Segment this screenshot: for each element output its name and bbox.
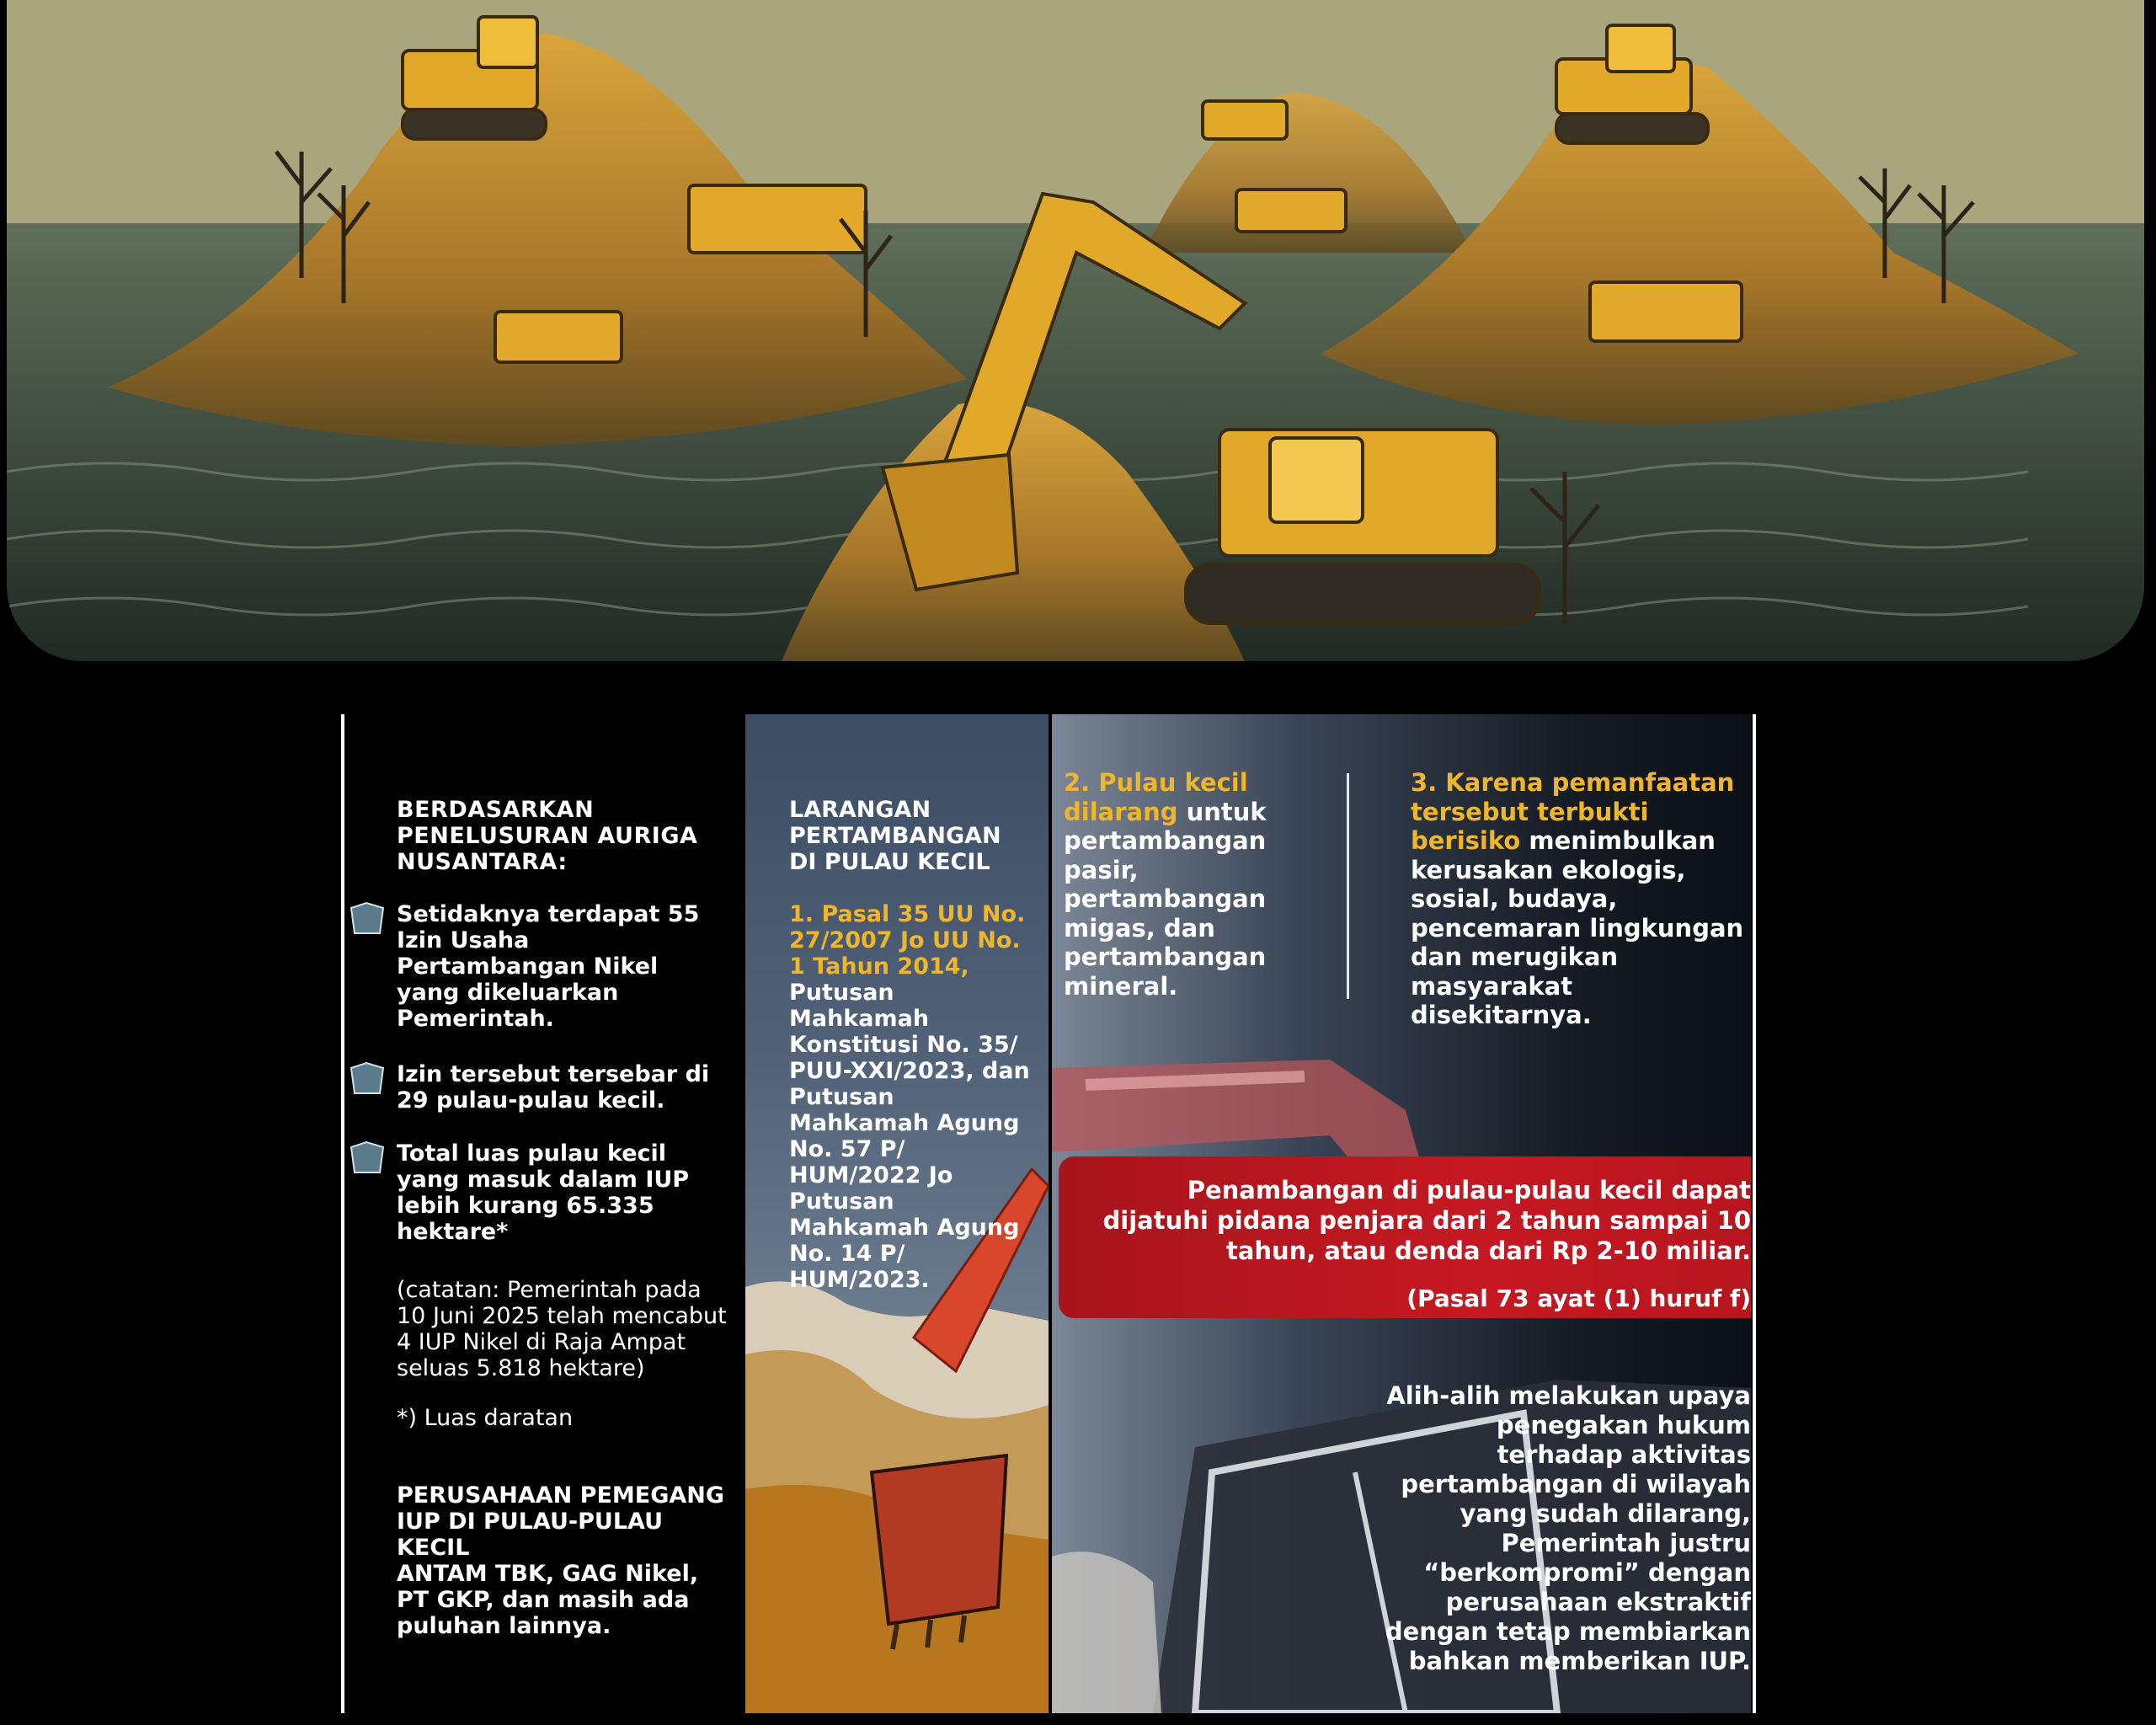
book-icon	[350, 1139, 385, 1176]
reason-divider	[1347, 773, 1349, 999]
closing-statement: Alih-alih melakukan upaya penegakan hukum terhadap aktivitas pertambangan di wilayah yang sudah dilarang, Pemerintah justru “berkompromi” dengan perusahaan ekstraktif dengan tetap membiarkan bahkan memberikan IUP.	[1385, 1381, 1751, 1675]
penalty-reference: (Pasal 73 ayat (1) huruf f)	[1406, 1284, 1751, 1312]
reason-2-body: untuk pertambangan pasir, pertambangan migas, dan pertambangan mineral.	[1064, 797, 1267, 1001]
legal-basis-body: Putusan Mahkamah Konstitusi No. 35/ PUU-XXI/2023, dan Putusan Mahkamah Agung No. 57 P/ HUM/2022 Jo Putusan Mahkamah Agung No. 14 P/ HUM/2023.	[789, 980, 1030, 1293]
panel-right-border	[1753, 714, 1756, 1713]
reason-3	[1411, 768, 1748, 1030]
companies-block	[397, 1482, 734, 1639]
finding-bullet-2: Izin tersebut tersebar di 29 pulau-pulau kecil.	[397, 1061, 710, 1114]
companies-body: ANTAM TBK, GAG Nikel, PT GKP, dan masih ada puluhan lainnya.	[397, 1561, 699, 1639]
legal-basis	[789, 901, 1042, 1293]
column-findings	[346, 714, 744, 1713]
infographic-panel	[341, 714, 1756, 1713]
finding-note: (catatan: Pemerintah pada 10 Juni 2025 telah mencabut 4 IUP Nikel di Raja Ampat seluas 5.818 hektare)	[397, 1277, 727, 1381]
panel-left-border	[341, 714, 344, 1713]
legal-basis-highlight: 1. Pasal 35 UU No. 27/2007 Jo UU No. 1 Tahun 2014,	[789, 901, 1026, 980]
area-footnote: *) Luas daratan	[397, 1405, 574, 1431]
book-icon	[350, 900, 385, 937]
mining-islands-painting	[7, 0, 2144, 661]
reason-3-highlight: 3. Karena pemanfaatan tersebut terbukti berisiko	[1411, 768, 1735, 855]
finding-bullet-3: Total luas pulau kecil yang masuk dalam IUP lebih kurang 65.335 hektare*	[397, 1140, 690, 1245]
penalty-box	[1059, 1156, 1751, 1318]
findings-title: BERDASARKAN PENELUSURAN AURIGA NUSANTARA:	[397, 797, 698, 875]
book-icon	[350, 1060, 385, 1097]
reason-2-highlight: 2. Pulau kecil dilarang	[1064, 768, 1248, 826]
penalty-text: Penambangan di pulau-pulau kecil dapat dijatuhi pidana penjara dari 2 tahun sampai 10 tahun, atau denda dari Rp 2-10 miliar.	[1102, 1176, 1751, 1265]
column-reasons	[1052, 714, 1751, 1713]
prohibition-title: LARANGAN PERTAMBANGAN DI PULAU KECIL	[789, 797, 1001, 875]
reason-3-body: menimbulkan kerusakan ekologis, sosial, budaya, pencemaran lingkungan dan merugikan masyarakat disekitarnya.	[1411, 826, 1744, 1029]
companies-title: PERUSAHAAN PEMEGANG IUP DI PULAU-PULAU KECIL	[397, 1482, 725, 1561]
finding-bullet-1: Setidaknya terdapat 55 Izin Usaha Pertambangan Nikel yang dikeluarkan Pemerintah.	[397, 901, 700, 1032]
reason-2	[1064, 768, 1283, 1001]
column-prohibition	[745, 714, 1049, 1713]
banner-illustration	[7, 0, 2144, 661]
